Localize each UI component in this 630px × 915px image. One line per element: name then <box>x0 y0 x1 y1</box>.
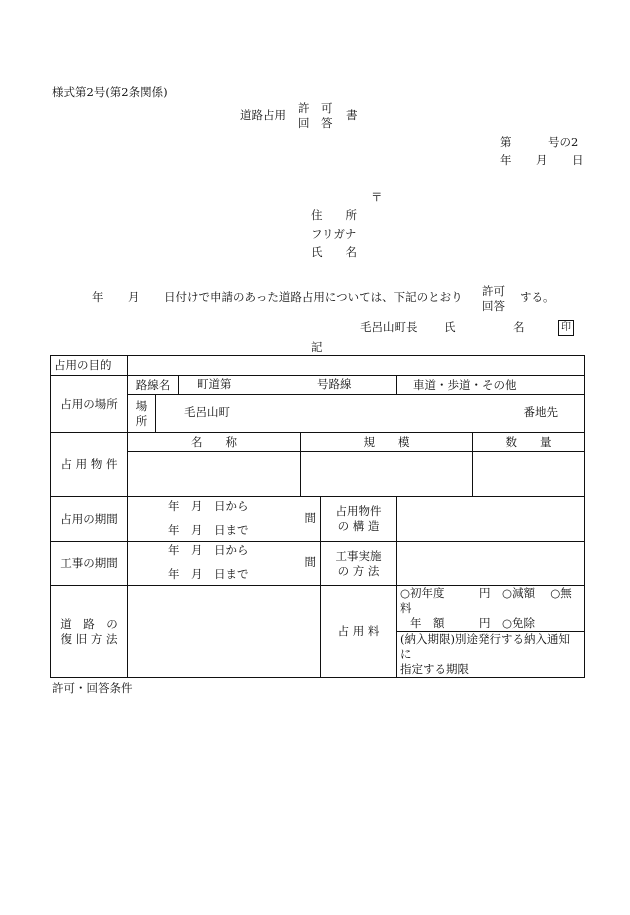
title-suffix: 書 <box>346 108 358 122</box>
postal-mark: 〒 <box>371 190 383 204</box>
permit-details-table <box>50 355 585 678</box>
town-road-label: 町道第 <box>197 377 232 391</box>
fee-value <box>397 586 585 632</box>
object-name-value <box>128 452 301 497</box>
structure-label-1: 占用物件 <box>335 504 382 518</box>
work-period-from: 年 月 日から <box>168 543 249 557</box>
body-options <box>482 284 505 314</box>
date-month: 月 <box>536 153 548 167</box>
restore-label <box>51 586 128 678</box>
body-ending: する。 <box>520 290 555 304</box>
method-label-2: の 方 法 <box>337 563 380 578</box>
lot-suffix: 番地先 <box>523 405 558 419</box>
road-type: 車道・歩道・その他 <box>397 376 585 395</box>
deadline-line-1: (納入期限)別途発行する納入通知に <box>400 632 570 661</box>
date-day: 日 <box>572 153 584 167</box>
issuer-title: 毛呂山町長 <box>360 320 418 334</box>
purpose-label: 占用の目的 <box>51 356 128 376</box>
work-period-to: 年 月 日まで <box>168 567 249 581</box>
structure-label <box>321 497 397 542</box>
col-qty-header: 数 量 <box>473 433 585 452</box>
method-value <box>397 542 585 586</box>
period-between: 間 <box>304 511 316 525</box>
address-label: 住 所 <box>311 208 357 222</box>
period-label: 占用の期間 <box>51 497 128 542</box>
body-option-permit: 許可 <box>482 284 505 298</box>
deadline-line-2: 指定する期限 <box>400 662 469 676</box>
period-value <box>128 497 321 542</box>
purpose-value <box>128 356 585 376</box>
title-option-answer: 回 答 <box>298 116 333 130</box>
deadline-value <box>397 632 585 678</box>
col-name-header: 名 称 <box>128 433 301 452</box>
place-label-2: 所 <box>135 413 148 428</box>
title-options <box>298 101 333 131</box>
work-period-between: 間 <box>304 555 316 569</box>
place-label <box>128 395 156 433</box>
furigana-label: フリガナ <box>311 227 357 241</box>
period-to: 年 月 日まで <box>168 523 249 537</box>
fee-line-2: 年 額 円 ○免除 <box>410 616 536 630</box>
restore-label-2: 復 旧 方 法 <box>60 631 118 646</box>
fee-line-1: ○初年度 円 ○減額 ○無料 <box>400 586 572 615</box>
place-value <box>156 395 585 433</box>
route-name-value <box>179 376 397 395</box>
fee-label: 占 用 料 <box>321 586 397 678</box>
title-prefix: 道路占用 <box>240 108 286 122</box>
ki-label: 記 <box>311 340 323 354</box>
route-number-label: 号路線 <box>317 377 352 391</box>
place-label-1: 場 <box>135 398 148 413</box>
name-label: 氏 名 <box>311 245 357 259</box>
location-label: 占用の場所 <box>51 376 128 433</box>
doc-number-label: 第 <box>500 135 512 149</box>
method-label-1: 工事実施 <box>335 548 382 563</box>
work-period-label: 工事の期間 <box>51 542 128 586</box>
restore-value <box>128 586 321 678</box>
body-option-answer: 回答 <box>482 299 505 313</box>
title-option-permit: 許 可 <box>298 101 333 115</box>
town-name: 毛呂山町 <box>184 405 230 419</box>
conditions-label: 許可・回答条件 <box>52 681 133 695</box>
object-label: 占 用 物 件 <box>51 433 128 497</box>
object-qty-value <box>473 452 585 497</box>
structure-value <box>397 497 585 542</box>
body-sentence: 日付けで申請のあった道路占用については、下記のとおり <box>164 290 463 304</box>
object-spec-value <box>301 452 473 497</box>
date-year: 年 <box>500 153 512 167</box>
form-number: 様式第2号(第2条関係) <box>52 85 168 99</box>
issuer-name-label-2: 名 <box>513 320 525 334</box>
restore-label-1: 道 路 の <box>60 616 118 631</box>
period-from: 年 月 日から <box>168 499 249 513</box>
body-month: 月 <box>128 290 140 304</box>
route-name-label: 路線名 <box>128 376 179 395</box>
body-year: 年 <box>92 290 104 304</box>
seal-box: 印 <box>558 320 574 336</box>
structure-label-2: の 構 造 <box>337 519 380 533</box>
work-period-value <box>128 542 321 586</box>
col-spec-header: 規 模 <box>301 433 473 452</box>
doc-number-suffix: 号の2 <box>548 135 579 149</box>
issuer-name-label-1: 氏 <box>444 320 456 334</box>
method-label <box>321 542 397 586</box>
